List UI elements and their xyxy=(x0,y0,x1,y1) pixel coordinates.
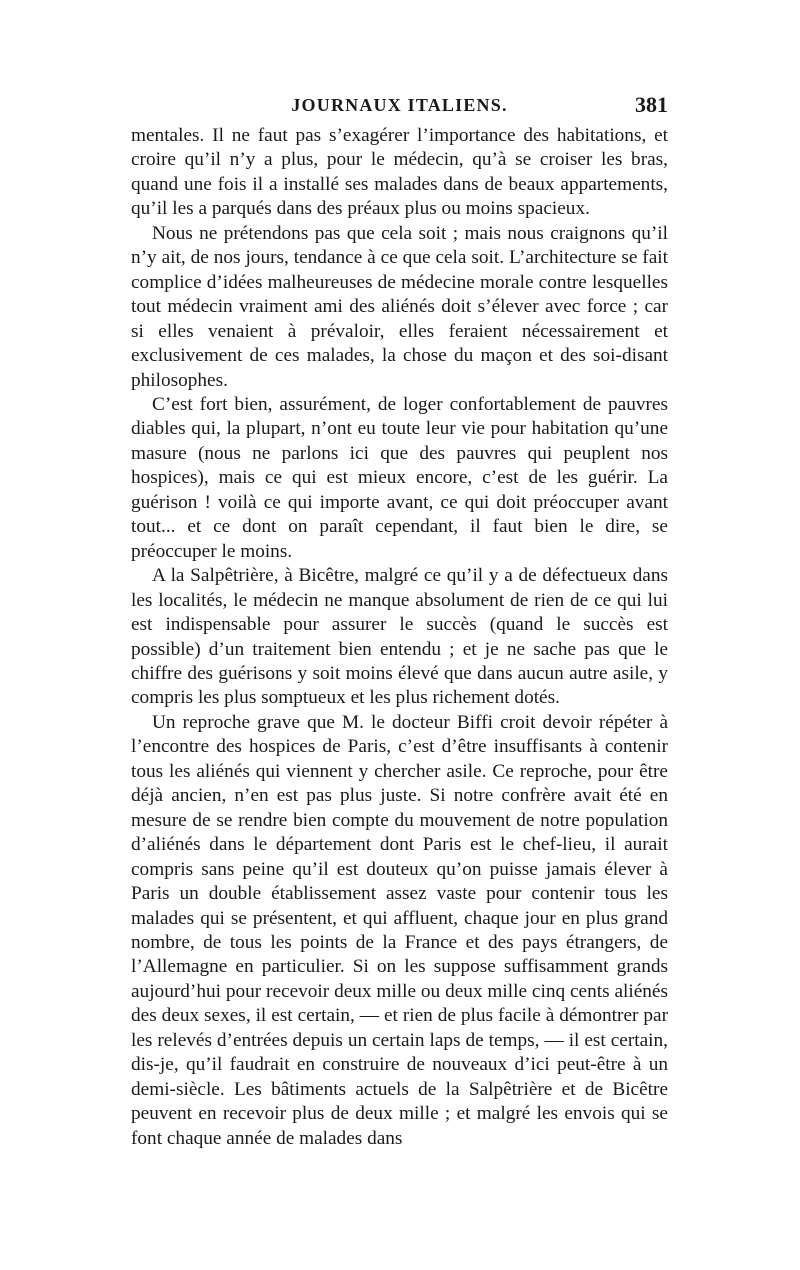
paragraph: Nous ne prétendons pas que cela soit ; mais nous craignons qu’il n’y ait, de nos jours, tendance à ce que cela soit. L’architecture se fait complice d’idées malheureuses de médecine morale contre lesquelles tout médecin vraiment ami des aliénés doit s’élever avec force ; car si elles venaient à prévaloir, elles feraient nécessairement et exclusivement de ces malades, la chose du maçon et des soi-disant philosophes. xyxy=(131,222,668,391)
paragraph: mentales. Il ne faut pas s’exagérer l’importance des habitations, et croire qu’il n’y a plus, pour le médecin, qu’à se croiser les bras, quand une fois il a installé ses malades dans de beaux appartements, qu’il les a parqués dans des préaux plus ou moins spacieux. xyxy=(131,125,668,220)
paragraph: Un reproche grave que M. le docteur Biffi croit devoir répéter à l’encontre des hospices de Paris, c’est d’être insuffisants à contenir tous les aliénés qui viennent y chercher asile. Ce reproche, pour être déjà ancien, n’en est pas plus juste. Si notre confrère avait été en mesure de se rendre bien compte du mouvement de notre population d’aliénés dans le département dont Paris est le chef-lieu, il aurait compris sans peine qu’il est douteux qu’on puisse jamais élever à Paris un double établissement assez vaste pour contenir tous les malades qui se présentent, et qui affluent, chaque jour en plus grand nombre, de tous les points de la France et des pays étrangers, de l’Allemagne en particulier. Si on les suppose suffisamment grands aujourd’hui pour recevoir deux mille ou deux mille cinq cents aliénés des deux sexes, il est certain, — et rien de plus facile à démontrer par les relevés d’entrées depuis un certain laps de temps, — il est certain, dis-je, qu’il faudrait en construire de nouveaux d’ici peut-être à un demi-siècle. Les bâtiments actuels de la Salpêtrière et de Bicêtre peuvent en recevoir plus de deux mille ; et malgré les envois qui se font chaque année de malades dans xyxy=(131,711,668,1149)
paragraph: A la Salpêtrière, à Bicêtre, malgré ce qu’il y a de défectueux dans les localités, le médecin ne manque absolument de rien de ce qui lui est indispensable pour assurer le succès (quand le succès est possible) d’un traitement bien entendu ; et je ne sache pas que le chiffre des guérisons y soit moins élevé que dans aucun autre asile, y compris les plus somptueux et les plus richement dotés. xyxy=(131,565,668,709)
paragraph: C’est fort bien, assurément, de loger confortablement de pauvres diables qui, la plupart, n’ont eu toute leur vie pour habitation qu’une masure (nous ne parlons ici que des pauvres qui peuplent nos hospices), mais ce qui est mieux encore, c’est de les guérir. La guérison ! voilà ce qui importe avant, ce qui doit préoccuper avant tout... et ce dont on paraît cependant, il faut bien le dire, se préoccuper le moins. xyxy=(131,393,668,562)
running-head xyxy=(131,92,668,118)
page-number: 381 xyxy=(635,92,668,117)
body-text xyxy=(131,124,668,1151)
running-title: JOURNAUX ITALIENS. xyxy=(291,95,508,115)
